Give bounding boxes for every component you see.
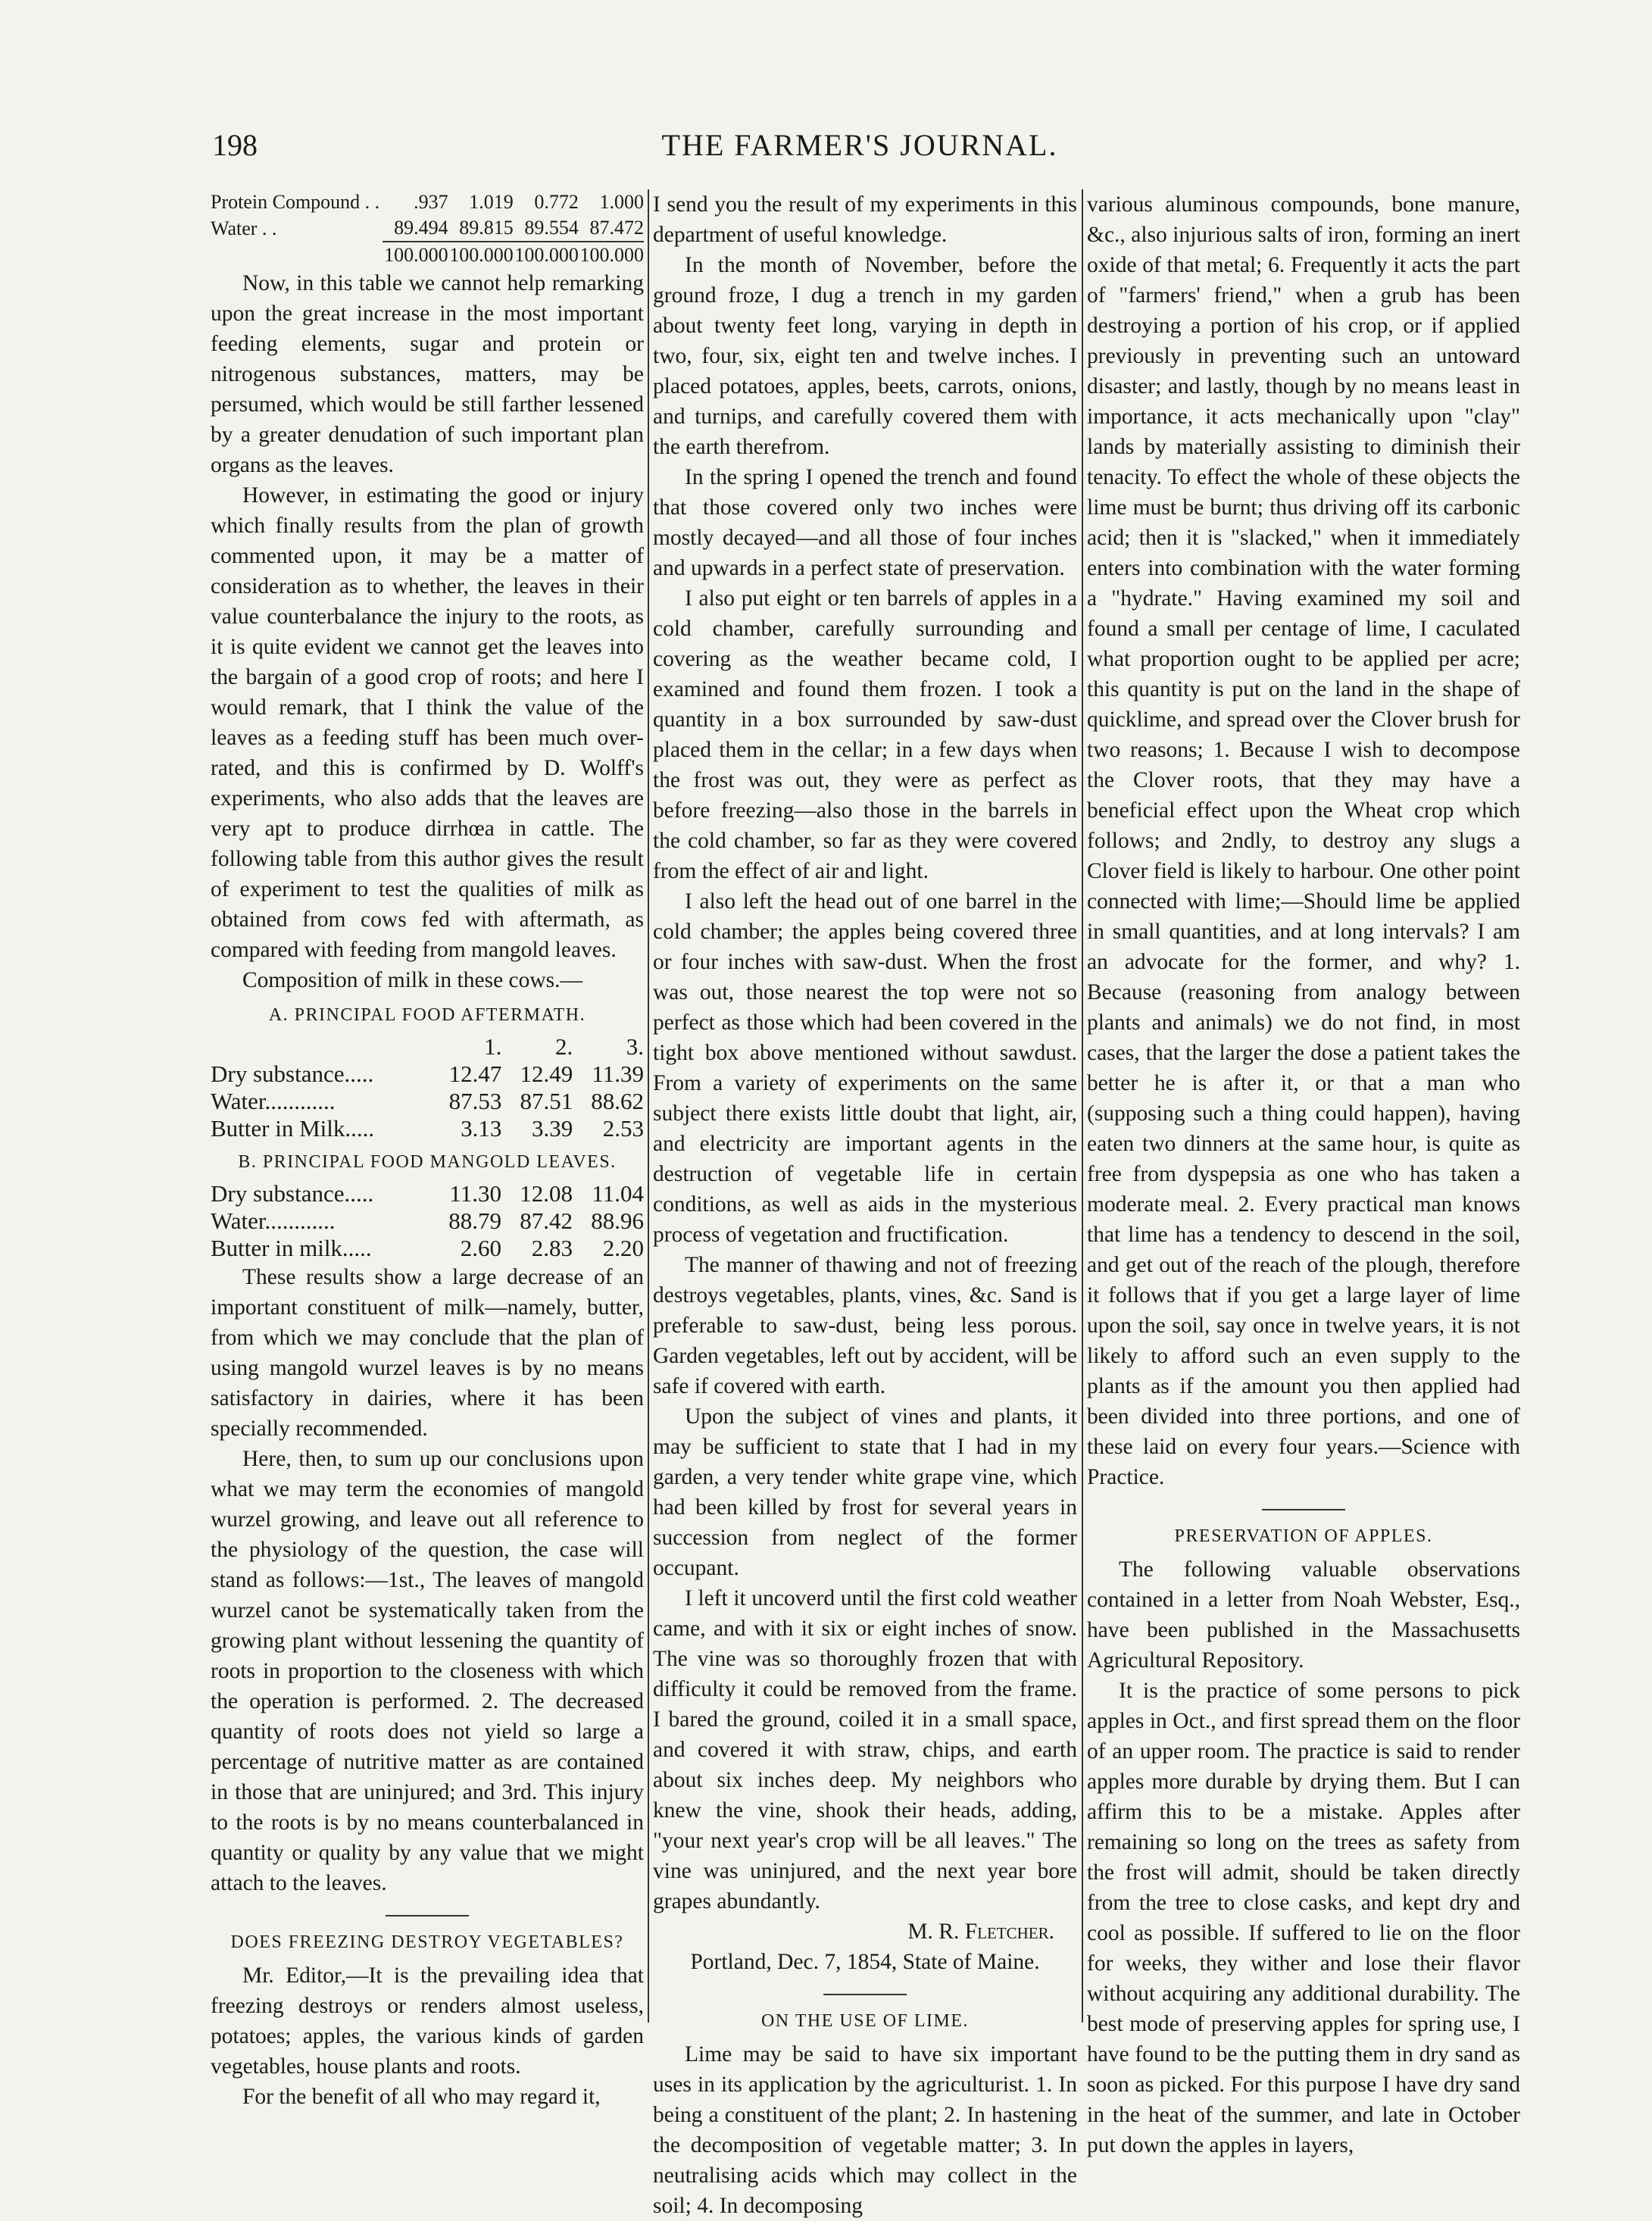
- paragraph: These results show a large decrease of an important constituent of milk—namely, butter, from which we may conclude that the plan of using mangold wurzel leaves is by no means satisfactory in dairies, where it has been specially recommended.: [211, 1265, 644, 1441]
- table-heading: B. PRINCIPAL FOOD MANGOLD LEAVES.: [238, 1152, 617, 1172]
- column-middle: [653, 189, 1077, 2221]
- cell: 89.815: [459, 217, 514, 239]
- paragraph: Now, in this table we cannot help remarking upon the great increase in the most important feeding elements, sugar and protein or nitrogenous substances, matters, may be persumed, which would be still farther lessened by a greater denudation of such important plan organs as the leaves.: [211, 271, 644, 477]
- row-label: Butter in Milk.....: [211, 1115, 375, 1142]
- cell: 87.51: [520, 1088, 573, 1114]
- cell: 87.472: [589, 217, 644, 239]
- paragraph: However, in estimating the good or injury which finally results from the plan of growth commented upon, it may be a matter of consideration as to whether, the leaves in their value counterbalance the injury to the roots, as it is quite evident we cannot get the leaves into the bargain of a good crop of roots; and here I would remark, that I think the value of the leaves as a feeding stuff has been much over-rated, and this is confirmed by D. Wolff's experiments, who also adds that the leaves are very apt to produce dirrhœa in cattle. The following table from this author gives the result of experiment to test the qualities of milk as obtained from cows fed with aftermath, as compared with feeding from mangold leaves.: [211, 483, 644, 962]
- paragraph: Upon the subject of vines and plants, it may be sufficient to state that I had in my garden, a very tender white grape vine, which had been killed by frost for several years in succession from neglect of the former occupant.: [653, 1404, 1077, 1580]
- paragraph: The following valuable observations contained in a letter from Noah Webster, Esq., have been published in the Massachusetts Agricultural Repository.: [1087, 1557, 1520, 1673]
- row-label: Dry substance.....: [211, 1061, 374, 1087]
- paragraph: For the benefit of all who may regard it,: [242, 2085, 601, 2109]
- table-row: [211, 215, 644, 242]
- col-header: 3.: [626, 1033, 644, 1060]
- cell: 100.000: [514, 242, 579, 268]
- section-divider: [1262, 1509, 1345, 1510]
- dateline: Portland, Dec. 7, 1854, State of Maine.: [690, 1950, 1040, 1974]
- page-header: [212, 127, 1507, 173]
- author-signature: M. R. Fletcher.: [907, 1920, 1054, 1944]
- paragraph: I send you the result of my experiments in this department of useful knowledge.: [653, 192, 1077, 247]
- table-row: [211, 189, 644, 215]
- cell: 3.39: [531, 1115, 573, 1142]
- paragraph: The manner of thawing and not of freezing destroys vegetables, plants, vines, &c. Sand is preferable to saw-dust, being less porous. Garden vegetables, left out by accident, will be safe if covered with earth.: [653, 1253, 1077, 1398]
- table-heading: A. PRINCIPAL FOOD AFTERMATH.: [268, 1005, 586, 1025]
- cell: 2.83: [531, 1235, 573, 1261]
- paragraph: It is the practice of some persons to pick apples in Oct., and first spread them on the floor of an upper room. The practice is said to render apples more durable by drying them. But I can affirm this to be a mistake. Apples after remaining so long on the trees as safety from the frost will admit, should be taken directly from the tree to close casks, and kept dry and cool as possible. If suffered to lie on the floor for weeks, they wither and lose their flavor without acquiring any additional durability. The best mode of preserving apples for spring use, I have found to be the putting them in dry sand as soon as picked. For this purpose I have dry sand in the heat of the summer, and late in October put down the apples in layers,: [1087, 1679, 1520, 2157]
- row-label: Protein Compound . .: [211, 191, 380, 213]
- cell: 100.000: [383, 242, 448, 268]
- cell: 3.13: [461, 1115, 502, 1142]
- milk-table-a: [211, 1033, 644, 1142]
- cell: 1.000: [599, 191, 644, 213]
- article-heading: ON THE USE OF LIME.: [760, 2011, 970, 2031]
- cell: 12.49: [520, 1061, 573, 1087]
- journal-title: THE FARMER'S JOURNAL.: [661, 128, 1058, 162]
- cell: 88.62: [591, 1088, 644, 1114]
- row-label: Butter in milk.....: [211, 1235, 372, 1261]
- paragraph: I also left the head out of one barrel in the cold chamber; the apples being covered three or four inches with saw-dust. When the frost was out, those nearest the top were not so perfect as those which had been covered in the tight box above mentioned without sawdust. From a variety of experiments on the same subject there exists little doubt that light, air, and electricity are important agents in the destruction of vegetable life in certain conditions, as well as aids in the mysterious process of vegetation and fructification.: [653, 889, 1077, 1247]
- column-left: [211, 189, 644, 2112]
- paragraph: Here, then, to sum up our conclusions upon what we may term the economies of mangold wurzel growing, and leave out all reference to the physiology of the question, the case will stand as follows:—1st., The leaves of mangold wurzel canot be systematically taken from the growing plant without lessening the quantity of roots in proportion to the closeness with which the operation is performed. 2. The decreased quantity of roots does not yield so large a percentage of nutritive matter as are contained in those that are uninjured; and 3rd. This injury to the roots is by no means counterbalanced in quantity or quality by any value that we might attach to the leaves.: [211, 1447, 644, 1895]
- cell: 89.554: [524, 217, 579, 239]
- composition-table: [211, 189, 644, 268]
- table-row: [211, 1180, 644, 1207]
- cell: 1.019: [469, 191, 514, 213]
- section-divider: [386, 1915, 469, 1916]
- cell: 11.30: [449, 1180, 502, 1207]
- cell: 0.772: [534, 191, 579, 213]
- column-right: [1087, 189, 1520, 2160]
- article-heading: DOES FREEZING DESTROY VEGETABLES?: [230, 1932, 624, 1952]
- table-row: [211, 1061, 644, 1088]
- cell: 2.60: [460, 1235, 502, 1261]
- paragraph: In the month of November, before the ground froze, I dug a trench in my garden about twenty feet long, varying in depth in two, four, six, eight ten and twelve inches. I placed potatoes, apples, beets, carrots, onions, and turnips, and carefully covered them with the earth therefrom.: [653, 253, 1077, 459]
- table-header-row: [211, 1033, 644, 1061]
- paragraph: Lime may be said to have six important uses in its application by the agriculturist. 1. In being a constituent of the plant; 2. In hastening the decomposition of vegetable matter; 3. In neutralising acids which may collect in the soil; 4. In decomposing: [653, 2042, 1077, 2218]
- table-total-row: [211, 242, 644, 268]
- cell: 87.53: [448, 1088, 502, 1114]
- cell: 12.47: [448, 1061, 502, 1087]
- cell: 88.96: [591, 1207, 644, 1234]
- cell: 100.000: [448, 242, 514, 268]
- cell: 88.79: [448, 1207, 502, 1234]
- column-divider: [648, 189, 649, 2023]
- cell: 100.000: [579, 242, 644, 268]
- paragraph: In the spring I opened the trench and found that those covered only two inches were mostly decayed—and all those of four inches and upwards in a perfect state of preservation.: [653, 465, 1077, 580]
- paragraph: various aluminous compounds, bone manure, &c., also injurious salts of iron, forming an inert oxide of that metal; 6. Frequently it acts the part of "farmers' friend," when a grub has been destroying a portion of his crop, or if applied previously in preventing such an untoward disaster; and lastly, though by no means least in importance, it acts mechanically upon "clay" lands by materially assisting to diminish their tenacity. To effect the whole of these objects the lime must be burnt; thus driving off its carbonic acid; then it is "slacked," when it immediately enters into combination with the water forming a "hydrate." Having examined my soil and found a small per centage of lime, I caculated what proportion ought to be applied per acre; this quantity is put on the land in the shape of quicklime, and spread over the Clover brush for two reasons; 1. Because I wish to decompose the Clover roots, that they may have a beneficial effect upon the Wheat crop which follows; and 2ndly, to destroy any slugs a Clover field is likely to harbour. One other point connected with lime;—Should lime be applied in small quantities, and at long intervals? I am an advocate for the former, and why? 1. Because (reasoning from analogy between plants and animals) we do not find, in most cases, that the larger the dose a patient takes the better he is after it, or that a man who (supposing such a thing could happen), having eaten two dinners at the same hour, is quite as free from dyspepsia as one who has taken a moderate meal. 2. Every practical man knows that lime has a tendency to descend in the soil, and get out of the reach of the plough, therefore it follows that if you get a large layer of lime upon the soil, say once in twelve years, it is not likely to afford such an even supply to the plants as if the amount you then applied had been divided into three portions, and one of these laid on every four years.—Science with Practice.: [1087, 192, 1520, 1489]
- table-row: [211, 1115, 644, 1142]
- article-heading: PRESERVATION OF APPLES.: [1174, 1526, 1433, 1546]
- cell: 2.20: [602, 1235, 644, 1261]
- table-row: [211, 1207, 644, 1235]
- paragraph: Mr. Editor,—It is the prevailing idea that freezing destroys or renders almost useless, potatoes; apples, the various kinds of garden vegetables, house plants and roots.: [211, 1963, 644, 2079]
- table-row: [211, 1235, 644, 1262]
- col-header: 2.: [554, 1033, 573, 1060]
- table-row: [211, 1088, 644, 1115]
- cell: 11.39: [592, 1061, 644, 1087]
- section-divider: [823, 1994, 907, 1995]
- row-label: Water............: [211, 1088, 336, 1114]
- row-label: Water............: [211, 1207, 336, 1234]
- col-header: 1.: [484, 1033, 502, 1060]
- cell: 11.04: [592, 1180, 644, 1207]
- cell: 87.42: [520, 1207, 573, 1234]
- cell: 89.494: [394, 217, 448, 239]
- column-divider: [1082, 189, 1083, 2023]
- page-number: 198: [212, 128, 258, 162]
- cell: 2.53: [602, 1115, 644, 1142]
- paragraph: I left it uncoverd until the first cold weather came, and with it six or eight inches of snow. The vine was so thoroughly frozen that with difficulty it could be removed from the frame. I bared the ground, coiled it in a small space, and covered it with straw, chips, and earth about six inches deep. My neighbors who knew the vine, shook their heads, adding, "your next year's crop will be all leaves." The vine was uninjured, and the next year bore grapes abundantly.: [653, 1586, 1077, 1913]
- milk-table-b: [211, 1180, 644, 1262]
- row-label: Water . .: [211, 217, 277, 239]
- paragraph: I also put eight or ten barrels of apples in a cold chamber, carefully surrounding and covering as the weather became cold, I examined and found them frozen. I took a quantity in a box surrounded by saw-dust placed them in the cellar; in a few days when the frost was out, they were as perfect as before freezing—also those in the barrels in the cold chamber, so far as they were covered from the effect of air and light.: [653, 586, 1077, 883]
- cell: 12.08: [520, 1180, 573, 1207]
- row-label: Dry substance.....: [211, 1180, 374, 1207]
- cell: .937: [414, 191, 448, 213]
- paragraph: Composition of milk in these cows.—: [242, 968, 583, 992]
